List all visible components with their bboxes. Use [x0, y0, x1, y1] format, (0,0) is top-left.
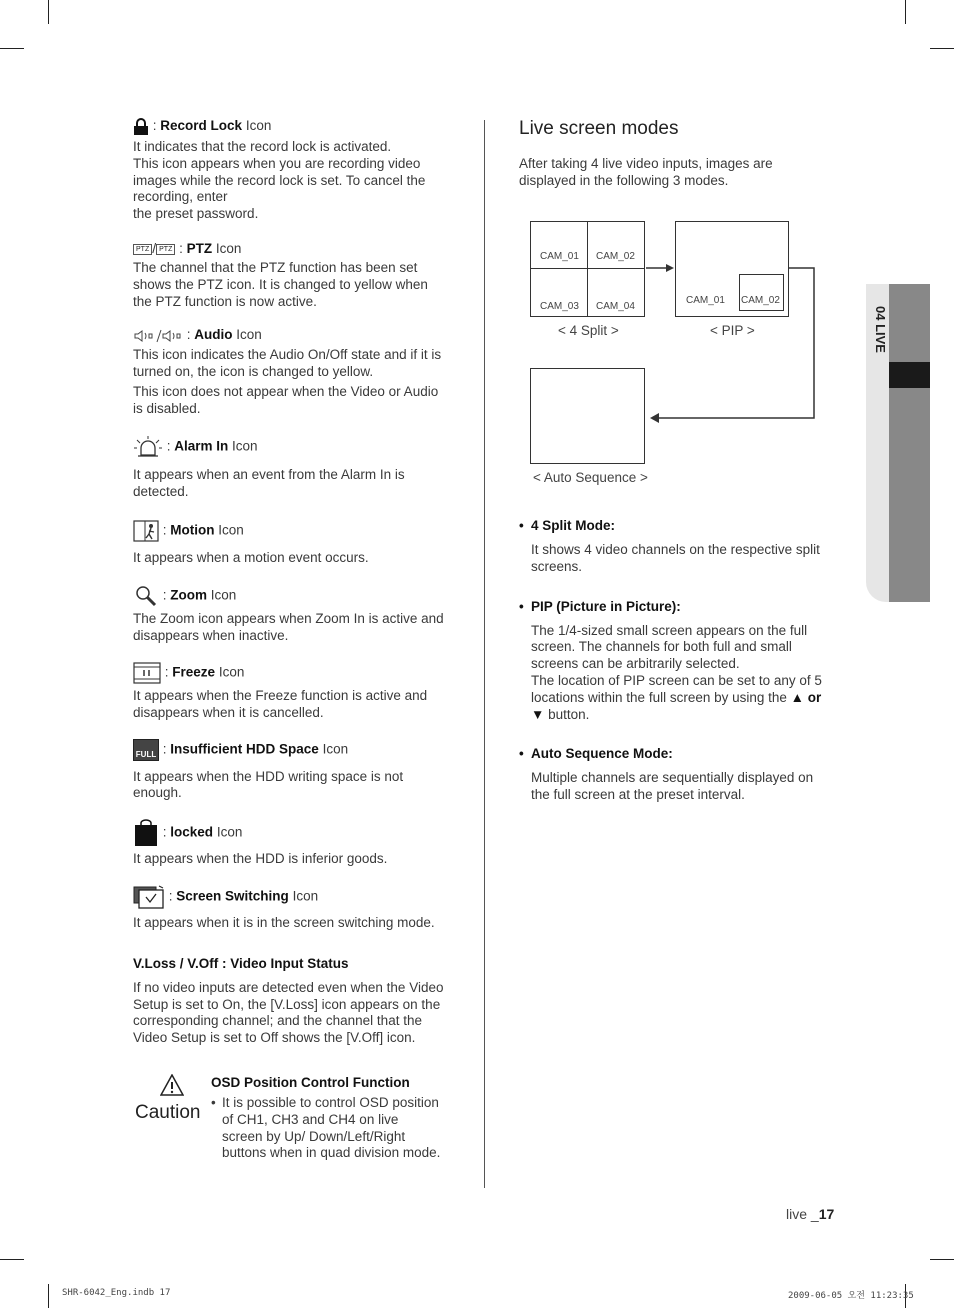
- screen-switching-desc: It appears when it is in the screen switching mode.: [133, 914, 435, 930]
- locked-desc: It appears when the HDD is inferior goods.: [133, 851, 388, 867]
- ptz-header: PTZ / PTZ : PTZ Icon: [133, 240, 445, 256]
- hdd-space-desc: It appears when the HDD writing space is not enough.: [133, 768, 404, 801]
- hdd-space-header: FULL : Insufficient HDD Space Icon: [133, 739, 445, 761]
- mode-body: It shows 4 video channels on the respective split screens.: [531, 542, 820, 574]
- footer-timestamp: 2009-06-05 오전 11:23:35: [788, 1291, 914, 1301]
- audio-desc-1: This icon indicates the Audio On/Off state and if it is turned on, the icon is changed to yellow.: [133, 346, 442, 379]
- section-heading: Live screen modes: [519, 118, 679, 139]
- audio-desc-2: This icon does not appear when the Video or Audio is disabled.: [133, 384, 439, 417]
- ptz-active-icon: PTZ: [156, 244, 175, 255]
- padlock-icon: [133, 819, 159, 847]
- split-cam-label: CAM_01: [540, 251, 579, 262]
- crop-mark: [48, 0, 49, 24]
- page-number: live _17: [786, 1206, 835, 1222]
- pip-cam-label: CAM_02: [741, 295, 780, 306]
- side-tab-dark: [889, 284, 930, 602]
- caution-label: Caution: [135, 1102, 201, 1123]
- split-cam-label: CAM_03: [540, 301, 579, 312]
- crop-mark: [0, 1259, 24, 1260]
- side-tab-label: 04 LIVE: [873, 306, 888, 353]
- split-cam-label: CAM_04: [596, 301, 635, 312]
- alarm-in-desc: It appears when an event from the Alarm In is detected.: [133, 467, 405, 499]
- crop-mark: [0, 48, 24, 49]
- caution-bullet: • It is possible to control OSD position of CH1, CH3 and CH4 on live screen by Up/ Down/Left/Right buttons when in quad division mode.: [211, 1095, 441, 1161]
- mode-4split: • 4 Split Mode: It shows 4 video channels on the respective split screens.: [519, 518, 831, 576]
- record-lock-desc: It indicates that the record lock is activated. This icon appears when you are recording video images while the record lock is set. To cancel the recording, enter the preset password.: [133, 139, 426, 222]
- caution-content: [211, 1075, 441, 1162]
- motion-icon: [133, 520, 159, 542]
- screen-switching-header: : Screen Switching Icon: [133, 885, 445, 909]
- alarm-icon: [133, 435, 163, 459]
- auto-caption: < Auto Sequence >: [533, 470, 648, 485]
- caution-title: OSD Position Control Function: [211, 1075, 410, 1090]
- crop-mark: [905, 0, 906, 24]
- mode-title: Auto Sequence Mode:: [531, 746, 673, 762]
- freeze-desc: It appears when the Freeze function is active and disappears when it is cancelled.: [133, 687, 428, 720]
- column-divider: [484, 120, 485, 1188]
- split-cam-label: CAM_02: [596, 251, 635, 262]
- vloss-title: V.Loss / V.Off : Video Input Status: [133, 955, 349, 971]
- mode-body: Multiple channels are sequentially displayed on the full screen at the preset interval.: [531, 770, 814, 803]
- magnifier-icon: [133, 585, 159, 607]
- motion-desc: It appears when a motion event occurs.: [133, 549, 369, 565]
- side-tab-marker: [889, 362, 930, 388]
- motion-header: : Motion Icon: [133, 520, 445, 542]
- caution-badge: [136, 1074, 208, 1124]
- mode-title: 4 Split Mode:: [531, 518, 615, 533]
- mode-body: The 1/4-sized small screen appears on the full screen. The channels for both full and small screens can be arbitrarily selected. The location of PIP screen can be set to any of 5 locations within the full screen by using the ▲ or ▼ button.: [531, 622, 822, 722]
- alarm-in-header: : Alarm In Icon: [133, 435, 445, 459]
- zoom-desc: The Zoom icon appears when Zoom In is active and disappears when inactive.: [133, 611, 444, 644]
- mode-auto-sequence: • Auto Sequence Mode: Multiple channels are sequentially displayed on the full screen at the preset interval.: [519, 746, 831, 804]
- split-caption: < 4 Split >: [558, 323, 619, 338]
- left-column: [133, 118, 445, 1047]
- ptz-icon: PTZ: [133, 244, 152, 255]
- ptz-desc: The channel that the PTZ function has been set shows the PTZ icon. It is changed to yellow when the PTZ function is now active.: [133, 259, 428, 309]
- section-intro: After taking 4 live video inputs, images are displayed in the following 3 modes.: [519, 156, 773, 188]
- crop-mark: [930, 1259, 954, 1260]
- crop-mark: [48, 1284, 49, 1308]
- modes-list: [519, 518, 831, 804]
- record-lock-header: : Record Lock Icon: [133, 118, 445, 135]
- lock-icon: [133, 118, 149, 135]
- audio-header: : Audio Icon: [133, 327, 445, 342]
- freeze-header: : Freeze Icon: [133, 662, 445, 684]
- pip-caption: < PIP >: [710, 323, 755, 338]
- locked-header: : locked Icon: [133, 819, 445, 847]
- footer-file: SHR-6042_Eng.indb 17: [62, 1288, 171, 1298]
- crop-mark: [930, 48, 954, 49]
- warning-icon: [160, 1074, 184, 1096]
- zoom-header: : Zoom Icon: [133, 585, 445, 607]
- mode-flow-arrows: [640, 255, 820, 430]
- screen-switch-icon: [133, 885, 165, 909]
- film-icon: [133, 662, 161, 684]
- mode-title: PIP (Picture in Picture):: [531, 598, 681, 614]
- pip-cam-label: CAM_01: [686, 295, 725, 306]
- auto-sequence-box: [530, 368, 645, 464]
- vloss-body: If no video inputs are detected even when the Video Setup is set to On, the [V.Loss] icon appears on the corresponding channel; and the channel that the Video Setup is set to Off shows the [V.Off] icon.: [133, 979, 444, 1046]
- split-divider-v: [587, 222, 588, 316]
- hdd-full-icon: FULL: [133, 739, 159, 761]
- split-divider-h: [531, 268, 644, 269]
- mode-pip: • PIP (Picture in Picture): The 1/4-sized small screen appears on the full screen. The channels for both full and small screens can be arbitrarily selected. The location of PIP screen can be set to any of 5 locations within the full screen by using the ▲ or ▼ button.: [519, 599, 831, 724]
- audio-icon: [133, 329, 183, 343]
